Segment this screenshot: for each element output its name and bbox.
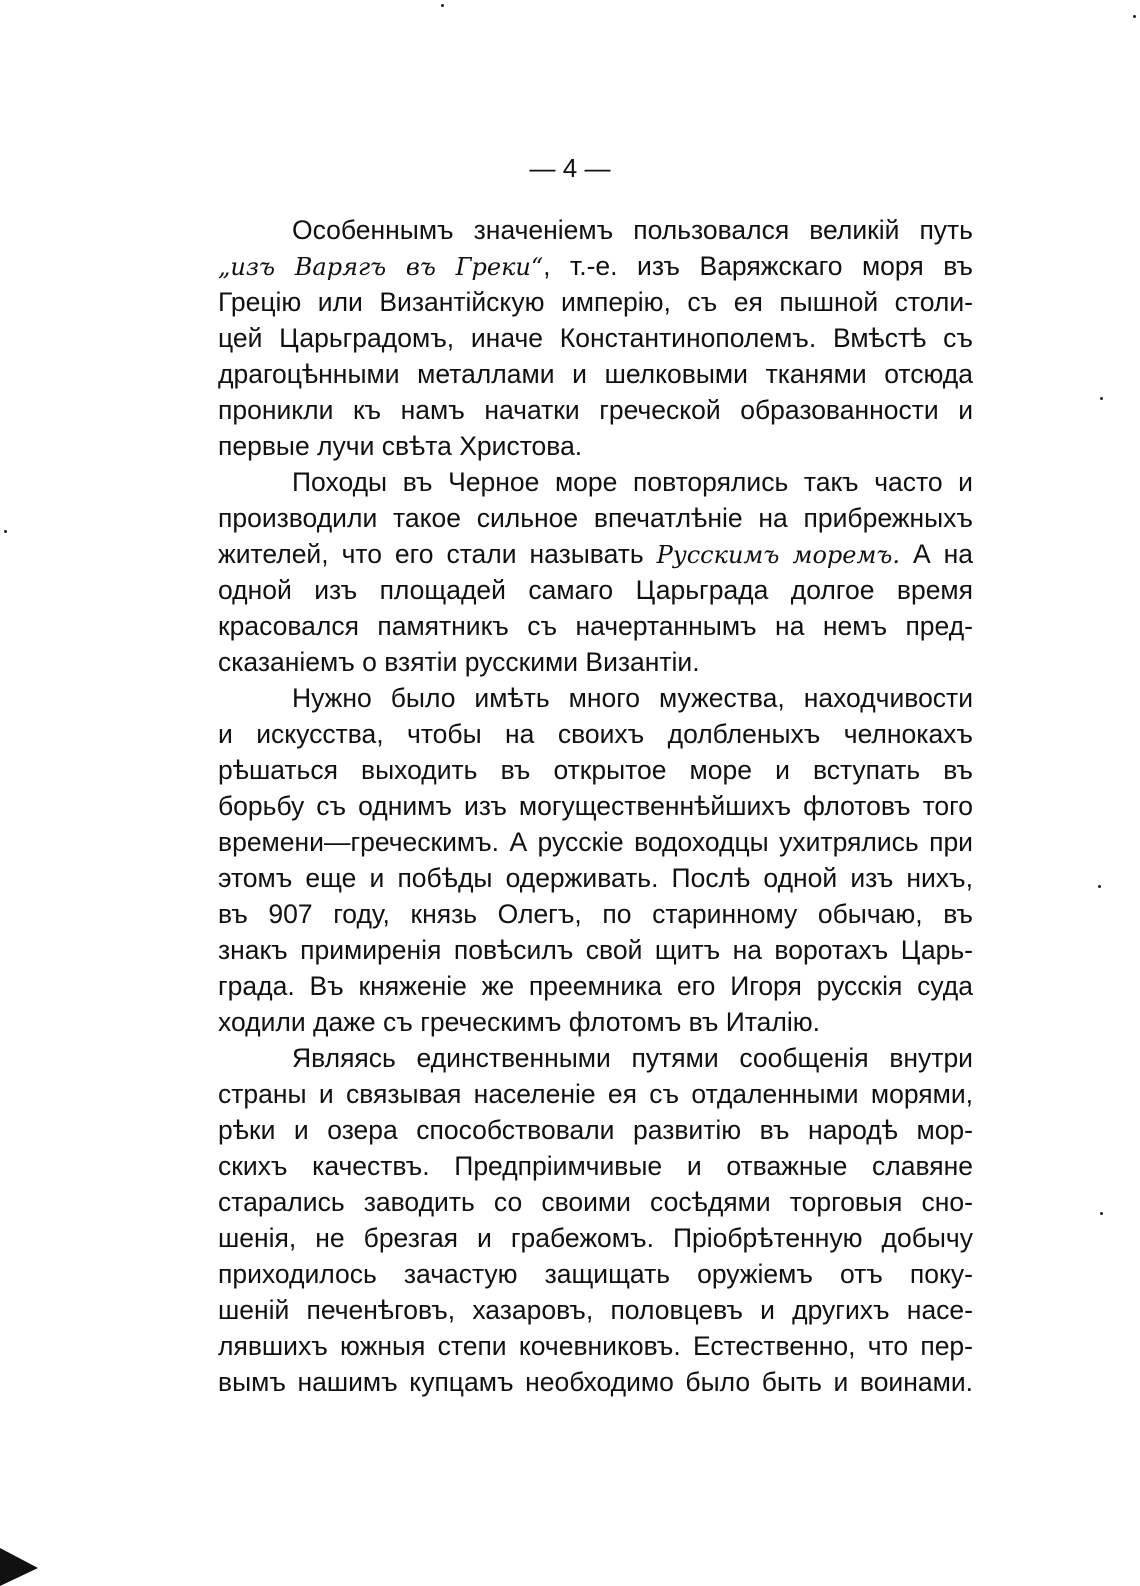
scan-speck	[1098, 885, 1101, 888]
text-line: знакъ примиренія повѣсилъ свой щитъ на воротахъ Царь-	[218, 935, 973, 965]
text-line: страны и связывая населеніе ея съ отдаленными морями,	[218, 1079, 973, 1109]
text-line: и искусства, чтобы на своихъ долбленыхъ челнокахъ	[218, 719, 973, 749]
text-line: старались заводить со своими сосѣдями торговыя сно-	[218, 1187, 973, 1217]
page-corner-mark	[0, 1548, 38, 1586]
page-number: — 4 —	[529, 153, 611, 183]
text-line: приходилось зачастую защищать оружіемъ отъ поку-	[218, 1259, 973, 1289]
scan-speck	[1100, 1212, 1103, 1215]
text-line: цей Царьградомъ, иначе Константинополемъ. Вмѣстѣ съ	[218, 323, 973, 353]
text-line: этомъ еще и побѣды одерживать. Послѣ одной изъ нихъ,	[218, 863, 973, 893]
text-line: лявшихъ южныя степи кочевниковъ. Естественно, что пер-	[218, 1331, 973, 1361]
text-line: ходили даже съ греческимъ флотомъ въ Италію.	[218, 1007, 820, 1037]
text-line: рѣки и озера способствовали развитію въ народѣ мор-	[218, 1115, 973, 1145]
scan-speck	[1100, 397, 1103, 400]
text-line: драгоцѣнными металлами и шелковыми тканями отсюда	[218, 359, 973, 389]
italic-phrase: „изъ Варягъ въ Греки“	[218, 253, 544, 281]
text-line: проникли къ намъ начатки греческой образованности и	[218, 395, 973, 425]
text-line	[218, 248, 973, 284]
text-line: Нужно было имѣть много мужества, находчивости	[292, 683, 973, 713]
text-line: Являясь единственными путями сообщенія внутри	[292, 1043, 973, 1073]
text-run: , т.-е. изъ Варяжскаго моря въ	[543, 251, 973, 281]
scan-speck	[1133, 15, 1136, 18]
body-text	[218, 212, 973, 1400]
italic-phrase: Русскимъ моремъ.	[656, 541, 900, 569]
text-line: Походы въ Черное море повторялись такъ часто и	[292, 467, 973, 497]
text-run: жителей, что его стали называть	[218, 539, 657, 569]
text-line: одной изъ площадей самаго Царьграда долгое время	[218, 575, 973, 605]
scan-speck	[441, 4, 444, 7]
text-line: борьбу съ однимъ изъ могущественнѣйшихъ флотовъ того	[218, 791, 973, 821]
text-line: производили такое сильное впечатлѣніе на прибрежныхъ	[218, 503, 973, 533]
text-line: времени—греческимъ. А русскіе водоходцы ухитрялись при	[218, 827, 973, 857]
text-run: А на	[900, 539, 973, 569]
text-line: первые лучи свѣта Христова.	[218, 431, 583, 461]
text-line: скихъ качествъ. Предпріимчивые и отважные славяне	[218, 1151, 973, 1181]
text-line: красовался памятникъ съ начертаннымъ на немъ пред-	[218, 611, 973, 641]
text-line	[218, 536, 973, 572]
scan-speck	[4, 530, 7, 533]
text-line: Грецію или Византійскую имперію, съ ея пышной столи-	[218, 287, 973, 317]
text-line: шеній печенѣговъ, хазаровъ, половцевъ и другихъ насе-	[218, 1295, 973, 1325]
text-line: Особеннымъ значеніемъ пользовался великій путь	[292, 215, 973, 245]
text-line: вымъ нашимъ купцамъ необходимо было быть и воинами.	[218, 1367, 973, 1397]
text-line: рѣшаться выходить въ открытое море и вступать въ	[218, 755, 973, 785]
text-line: шенія, не брезгая и грабежомъ. Пріобрѣтенную добычу	[218, 1223, 973, 1253]
text-line: града. Въ княженіе же преемника его Игоря русскія суда	[218, 971, 973, 1001]
text-line: сказаніемъ о взятіи русскими Византіи.	[218, 647, 700, 677]
text-line: въ 907 году, князь Олегъ, по старинному обычаю, въ	[218, 899, 973, 929]
